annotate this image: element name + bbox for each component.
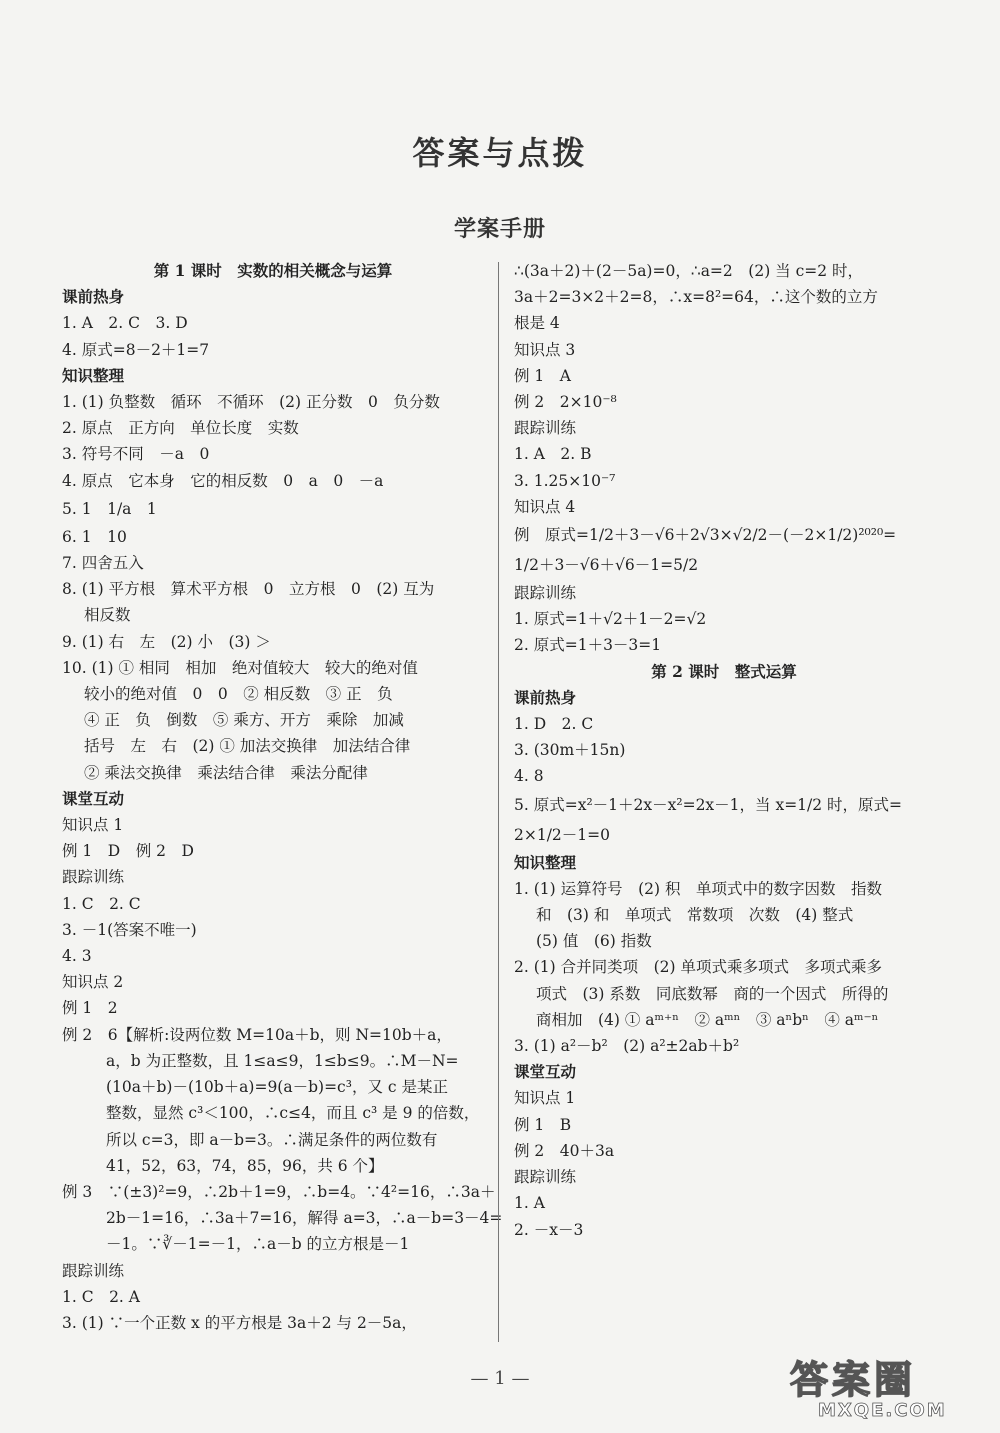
answer-line: 2. －x－3 [514, 1220, 584, 1239]
answer-line: 1. C 2. A [62, 1287, 140, 1306]
section-heading: 知识整理 [62, 365, 125, 385]
answer-line: 1. 原式=1＋√2＋1－2=√2 [514, 610, 707, 629]
answer-line: 9. (1) 右 左 (2) 小 (3) ＞ [62, 632, 271, 651]
watermark-url: MXQE.COM [818, 1400, 947, 1421]
section-heading: 课堂互动 [514, 1062, 577, 1082]
section-heading: 课前热身 [514, 687, 577, 707]
answer-line: 例 1 2 [62, 999, 118, 1018]
answer-line: 4. 原点 它本身 它的相反数 0 a 0 －a [62, 471, 384, 490]
answer-line: 8. (1) 平方根 算术平方根 0 立方根 0 (2) 互为 [62, 580, 435, 599]
answer-line: 3. －1(答案不唯一) [62, 920, 197, 939]
answer-line: 例 1 B [514, 1115, 572, 1134]
answer-line: 例 2 40＋3a [514, 1141, 615, 1160]
answer-line: 1. (1) 运算符号 (2) 积 单项式中的数字因数 指数 [514, 879, 882, 898]
answer-line: 例 3 ∵(±3)²=9，∴2b＋1=9，∴b=4。∵4²=16，∴3a＋ [62, 1182, 496, 1201]
answer-line: 根是 4 [514, 314, 560, 333]
answer-line: 1. A 2. C 3. D [62, 314, 188, 333]
answer-line: 3a＋2=3×2＋2=8，∴x=8²=64，∴这个数的立方 [514, 288, 878, 307]
answer-line: 知识点 1 [62, 816, 124, 835]
answer-line-continued: 整数，显然 c³＜100，∴c≤4，而且 c³ 是 9 的倍数， [106, 1104, 480, 1123]
answer-line-continued: 所以 c=3，即 a－b=3。∴满足条件的两位数有 [106, 1130, 438, 1149]
column-divider [498, 262, 499, 1342]
page-title: 答案与点拨 [412, 134, 588, 172]
answer-line: 知识点 4 [514, 497, 576, 516]
page-number: — 1 — [470, 1368, 530, 1389]
answer-line-continued: ② 乘法交换律 乘法结合律 乘法分配律 [84, 763, 368, 782]
answer-line: 7. 四舍五入 [62, 554, 144, 573]
answer-line-continued: (10a＋b)－(10b＋a)=9(a－b)=c³，又 c 是某正 [106, 1078, 448, 1097]
answer-line: 2×1/2－1=0 [514, 825, 611, 844]
answer-line: 4. 原式=8－2＋1=7 [62, 340, 210, 359]
answer-line-continued: －1。∵∛－1=－1，∴a－b 的立方根是－1 [106, 1235, 410, 1254]
answer-line: 2. (1) 合并同类项 (2) 单项式乘多项式 多项式乘多 [514, 958, 882, 977]
answer-line-continued: 相反数 [84, 606, 131, 625]
answer-line-continued: 商相加 (4) ① aᵐ⁺ⁿ ② aᵐⁿ ③ aⁿbⁿ ④ aᵐ⁻ⁿ [536, 1010, 879, 1029]
answer-line: 例 1 A [514, 366, 571, 385]
watermark-text: 答案圈 [790, 1358, 917, 1402]
answer-line: 3. 符号不同 －a 0 [62, 445, 210, 464]
answer-line: 例 2 2×10⁻⁸ [514, 393, 617, 412]
right-column [514, 258, 934, 1243]
answer-line-continued: 41，52，63，74，85，96，共 6 个】 [106, 1156, 384, 1175]
answer-line: 1/2＋3－√6＋√6－1=5/2 [514, 556, 699, 575]
answer-line: 1. D 2. C [514, 715, 594, 734]
answer-line: ∴(3a＋2)＋(2－5a)=0，∴a=2 (2) 当 c=2 时， [514, 262, 864, 280]
answer-line-continued: ④ 正 负 倒数 ⑤ 乘方、开方 乘除 加减 [84, 711, 404, 730]
lesson-heading: 第 1 课时 实数的相关概念与运算 [153, 261, 393, 280]
answer-line: 10. (1) ① 相同 相加 绝对值较大 较大的绝对值 [62, 658, 418, 677]
answer-line: 3. 1.25×10⁻⁷ [514, 471, 616, 490]
answer-line: 5. 原式=x²－1＋2x－x²=2x－1，当 x=1/2 时，原式= [514, 795, 903, 814]
lesson-heading: 第 2 课时 整式运算 [651, 661, 797, 681]
answer-line: 2. 原式=1＋3－3=1 [514, 636, 662, 655]
answer-line: 跟踪训练 [514, 419, 577, 438]
answer-line-continued: 2b－1=16，∴3a＋7=16，解得 a=3，∴a－b=3－4= [106, 1209, 503, 1228]
answer-line: 1. C 2. C [62, 894, 141, 913]
section-title: 学案手册 [453, 216, 546, 242]
section-heading: 课堂互动 [62, 788, 125, 808]
answer-line: 跟踪训练 [62, 868, 125, 887]
answer-line: 跟踪训练 [514, 584, 577, 603]
section-heading: 课前热身 [62, 287, 125, 307]
answer-line-continued: a，b 为正整数，且 1≤a≤9，1≤b≤9。∴M－N= [106, 1051, 459, 1070]
left-column [62, 258, 503, 1336]
answer-line: 例 1 D 例 2 D [62, 842, 194, 861]
answer-line: 5. 1 1/a 1 [62, 499, 157, 518]
answer-line: 例 原式=1/2＋3－√6＋2√3×√2/2－(－2×1/2)²⁰²⁰= [514, 526, 897, 545]
answer-line: 知识点 1 [514, 1089, 576, 1108]
answer-line: 例 2 6【解析:设两位数 M=10a＋b，则 N=10b＋a， [62, 1025, 452, 1044]
answer-line: 1. A [514, 1194, 545, 1213]
answer-line-continued: 和 (3) 和 单项式 常数项 次数 (4) 整式 [536, 906, 854, 925]
answer-line: 1. A 2. B [514, 445, 592, 464]
answer-line: 跟踪训练 [514, 1168, 577, 1187]
answer-line-continued: 较小的绝对值 0 0 ② 相反数 ③ 正 负 [84, 685, 393, 704]
answer-line: 3. (30m＋15n) [514, 741, 626, 760]
answer-line: 4. 3 [62, 947, 92, 966]
answer-line: 知识点 2 [62, 973, 124, 992]
answer-line: 2. 原点 正方向 单位长度 实数 [62, 419, 299, 438]
answer-line: 4. 8 [514, 767, 544, 786]
answer-line: 6. 1 10 [62, 527, 127, 546]
section-heading: 知识整理 [514, 852, 577, 872]
answer-line-continued: 括号 左 右 (2) ① 加法交换律 加法结合律 [84, 737, 411, 756]
answer-line-continued: (5) 值 (6) 指数 [536, 932, 652, 951]
answer-line: 知识点 3 [514, 340, 576, 359]
answer-line-continued: 项式 (3) 系数 同底数幂 商的一个因式 所得的 [536, 984, 889, 1003]
answer-line: 1. (1) 负整数 循环 不循环 (2) 正分数 0 负分数 [62, 393, 440, 412]
answer-line: 3. (1) a²－b² (2) a²±2ab＋b² [514, 1037, 740, 1056]
answer-line: 3. (1) ∵一个正数 x 的平方根是 3a＋2 与 2－5a， [62, 1313, 417, 1332]
watermark-logo [790, 1360, 990, 1426]
answer-line: 跟踪训练 [62, 1261, 125, 1280]
